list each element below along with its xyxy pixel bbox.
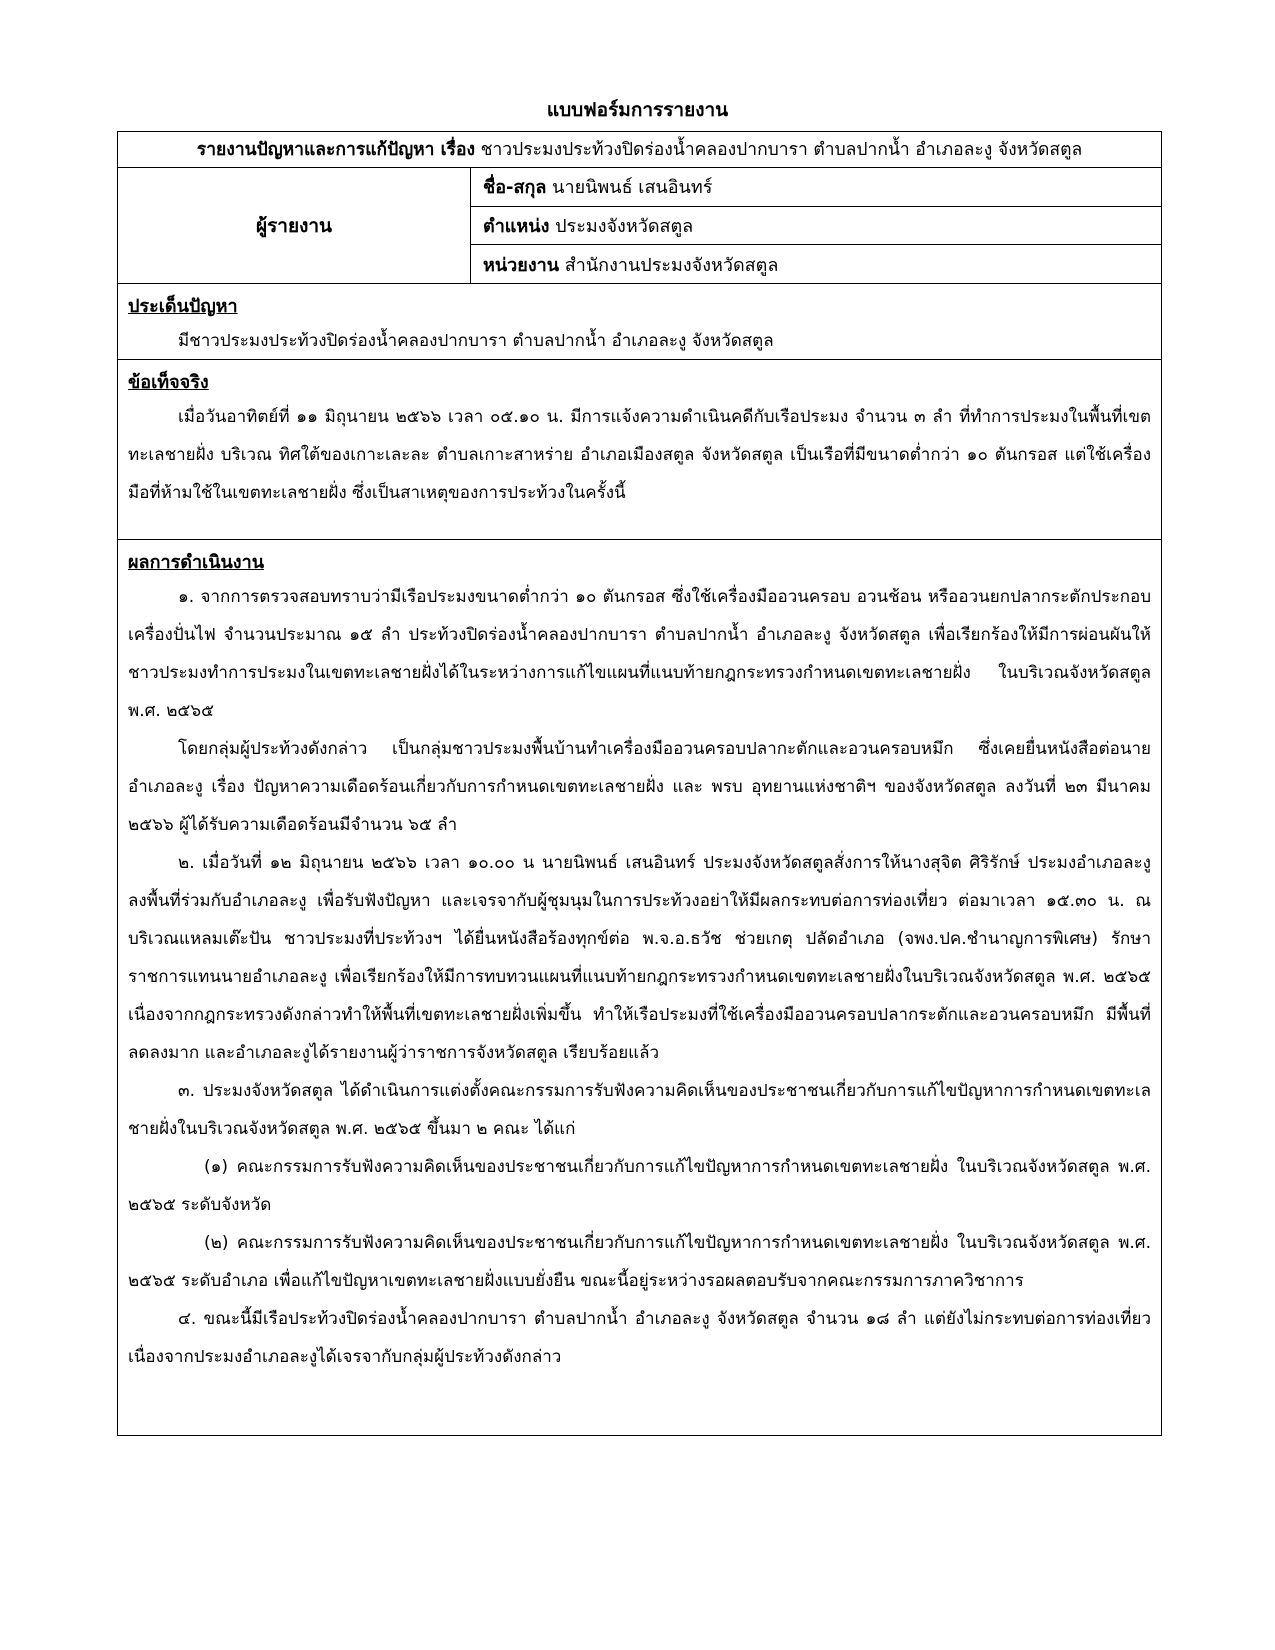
- issue-text: มีชาวประมงประท้วงปิดร่องน้ำคลองปากบารา ตำบลปากน้ำ อำเภอละงู จังหวัดสตูล: [178, 331, 774, 351]
- results-section: [118, 540, 1161, 1435]
- results-paragraph-2: โดยกลุ่มผู้ประท้วงดังกล่าว เป็นกลุ่มชาวประมงพื้นบ้านทำเครื่องมืออวนครอบปลากะตักและอวนครอบหมึก ซึ่งเคยยื่นหนังสือต่อนายอำเภอละงู เรื่อง ปัญหาความเดือดร้อนเกี่ยวกับการกำหนดเขตทะเลชายฝั่ง และ พรบ อุทยานแห่งชาติฯ ของจังหวัดสตูล ลงวันที่ ๒๓ มีนาคม ๒๕๖๖ ผู้ได้รับความเดือดร้อนมีจำนวน ๖๕ ลำ: [128, 739, 1151, 835]
- results-paragraph-6: (๒) คณะกรรมการรับฟังความคิดเห็นของประชาชนเกี่ยวกับการแก้ไขปัญหาการกำหนดเขตทะเลชายฝั่ง ในบริเวณจังหวัดสตูล พ.ศ. ๒๕๖๕ ระดับอำเภอ เพื่อแก้ไขปัญหาเขตทะเลชายฝั่งแบบยั่งยืน ขณะนี้อยู่ระหว่างรอผลตอบรับจากคณะกรรมการภาควิชาการ: [128, 1233, 1151, 1291]
- results-paragraph-7: ๔. ขณะนี้มีเรือประท้วงปิดร่องน้ำคลองปากบารา ตำบลปากน้ำ อำเภอละงู จังหวัดสตูล จำนวน ๑๘ ลำ แต่ยังไม่กระทบต่อการท่องเที่ยว เนื่องจากประมงอำเภอละงูได้เจรจากับกลุ่มผู้ประท้วงดังกล่าว: [128, 1309, 1151, 1367]
- reporter-row: [118, 168, 1161, 284]
- report-form-table: [117, 131, 1162, 1436]
- subject-label: รายงานปัญหาและการแก้ปัญหา เรื่อง: [196, 140, 476, 160]
- reporter-position-field: [471, 207, 1161, 246]
- reporter-name-value: นายนิพนธ์ เสนอินทร์: [552, 177, 713, 199]
- facts-section: [118, 360, 1161, 540]
- facts-heading: ข้อเท็จจริง: [128, 372, 209, 393]
- subject-text: ชาวประมงประท้วงปิดร่องน้ำคลองปากบารา ตำบลปากน้ำ อำเภอละงู จังหวัดสตูล: [480, 140, 1083, 160]
- facts-text: เมื่อวันอาทิตย์ที่ ๑๑ มิถุนายน ๒๕๖๖ เวลา ๐๕.๑๐ น. มีการแจ้งความดำเนินคดีกับเรือประมง จำนวน ๓ ลำ ที่ทำการประมงในพื้นที่เขตทะเลชายฝั่ง บริเวณ ทิศใต้ของเกาะเละละ ตำบลเกาะสาหร่าย อำเภอเมืองสตูล จังหวัดสตูล เป็นเรือที่มีขนาดต่ำกว่า ๑๐ ตันกรอส แต่ใช้เครื่องมือที่ห้ามใช้ในเขตทะเลชายฝั่ง ซึ่งเป็นสาเหตุของการประท้วงในครั้งนี้: [128, 407, 1151, 503]
- reporter-name-field: [471, 168, 1161, 207]
- issue-section: [118, 284, 1161, 360]
- results-paragraph-4: ๓. ประมงจังหวัดสตูล ได้ดำเนินการแต่งตั้งคณะกรรมการรับฟังความคิดเห็นของประชาชนเกี่ยวกับการแก้ไขปัญหาการกำหนดเขตทะเลชายฝั่งในบริเวณจังหวัดสตูล พ.ศ. ๒๕๖๕ ขึ้นมา ๒ คณะ ได้แก่: [128, 1081, 1151, 1139]
- issue-heading: ประเด็นปัญหา: [128, 296, 238, 317]
- reporter-fields: [471, 168, 1161, 283]
- document-title: แบบฟอร์มการรายงาน: [546, 99, 729, 121]
- results-paragraph-3: ๒. เมื่อวันที่ ๑๒ มิถุนายน ๒๕๖๖ เวลา ๑๐.๐๐ น นายนิพนธ์ เสนอินทร์ ประมงจังหวัดสตูลสั่งการให้นางสุจิต ศิริรักษ์ ประมงอำเภอละงู ลงพื้นที่ร่วมกับอำเภอละงู เพื่อรับฟังปัญหา และเจรจากับผู้ชุมนุมในการประท้วงอย่าให้มีผลกระทบต่อการท่องเที่ยว ต่อมาเวลา ๑๕.๓๐ น. ณ บริเวณแหลมเต๊ะปัน ชาวประมงที่ประท้วงฯ ได้ยื่นหนังสือร้องทุกข์ต่อ พ.จ.อ.ธวัช ช่วยเกตุ ปลัดอำเภอ (จพง.ปค.ชำนาญการพิเศษ) รักษาราชการแทนนายอำเภอละงู เพื่อเรียกร้องให้มีการทบทวนแผนที่แนบท้ายกฎกระทรวงกำหนดเขตทะเลชายฝั่งในบริเวณจังหวัดสตูล พ.ศ. ๒๕๖๕ เนื่องจากกฎกระทรวงดังกล่าวทำให้พื้นที่เขตทะเลชายฝั่งเพิ่มขึ้น ทำให้เรือประมงที่ใช้เครื่องมืออวนครอบปลากระตักและอวนครอบหมึก มีพื้นที่ลดลงมาก และอำเภอละงูได้รายงานผู้ว่าราชการจังหวัดสตูล เรียบร้อยแล้ว: [128, 853, 1151, 1063]
- reporter-position-value: ประมงจังหวัดสตูล: [555, 216, 694, 237]
- results-paragraph-5: (๑) คณะกรรมการรับฟังความคิดเห็นของประชาชนเกี่ยวกับการแก้ไขปัญหาการกำหนดเขตทะเลชายฝั่ง ในบริเวณจังหวัดสตูล พ.ศ. ๒๕๖๕ ระดับจังหวัด: [128, 1157, 1151, 1215]
- reporter-unit-value: สำนักงานประมงจังหวัดสตูล: [564, 254, 779, 276]
- reporter-unit-label: หน่วยงาน: [483, 254, 560, 276]
- reporter-label: ผู้รายงาน: [118, 168, 471, 283]
- results-paragraph-1: ๑. จากการตรวจสอบทราบว่ามีเรือประมงขนาดต่ำกว่า ๑๐ ตันกรอส ซึ่งใช้เครื่องมืออวนครอบ อวนช้อน หรืออวนยกปลากระตักประกอบเครื่องปั่นไฟ จำนวนประมาณ ๑๕ ลำ ประท้วงปิดร่องน้ำคลองปากบารา ตำบลปากน้ำ อำเภอละงู จังหวัดสตูล เพื่อเรียกร้องให้มีการผ่อนผันให้ชาวประมงทำการประมงในเขตทะเลชายฝั่งได้ในระหว่างการแก้ไขแผนที่แนบท้ายกฎกระทรวงกำหนดเขตทะเลชายฝั่ง ในบริเวณจังหวัดสตูล พ.ศ. ๒๕๖๕: [128, 587, 1151, 721]
- reporter-unit-field: [471, 245, 1161, 283]
- results-heading: ผลการดำเนินงาน: [128, 552, 265, 573]
- reporter-position-label: ตำแหน่ง: [483, 216, 550, 237]
- subject-row: [118, 132, 1161, 168]
- reporter-name-label: ชื่อ-สกุล: [483, 177, 547, 199]
